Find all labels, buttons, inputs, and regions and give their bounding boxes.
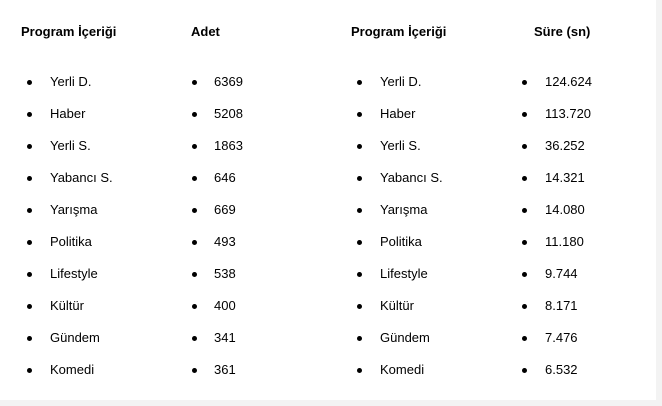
bullet-icon — [27, 144, 32, 149]
left-content-item-text: Yerli S. — [50, 138, 91, 153]
left-count-item-text: 400 — [214, 298, 236, 313]
bullet-icon — [357, 80, 362, 85]
left-content-item-text: Yabancı S. — [50, 170, 113, 185]
left-content-item-text: Gündem — [50, 330, 100, 345]
bullet-icon — [27, 176, 32, 181]
bullet-icon — [357, 112, 362, 117]
left-count-item-text: 646 — [214, 170, 236, 185]
right-duration-item-text: 9.744 — [545, 266, 578, 281]
bullet-icon — [522, 336, 527, 341]
right-content-item — [330, 170, 500, 202]
bullet-icon — [522, 112, 527, 117]
left-count-item — [170, 362, 340, 394]
bullet-icon — [357, 240, 362, 245]
right-duration-item — [500, 106, 650, 138]
left-count-item — [170, 298, 340, 330]
right-content-list — [330, 74, 500, 394]
page-edge-right — [656, 0, 662, 406]
left-count-item-text: 341 — [214, 330, 236, 345]
bullet-icon — [27, 272, 32, 277]
left-count-item-text: 361 — [214, 362, 236, 377]
bullet-icon — [192, 80, 197, 85]
right-duration-item — [500, 330, 650, 362]
left-content-item-text: Yerli D. — [50, 74, 92, 89]
left-content-item-text: Lifestyle — [50, 266, 98, 281]
bullet-icon — [192, 272, 197, 277]
left-count-item — [170, 138, 340, 170]
left-content-item — [0, 170, 170, 202]
left-content-item-text: Komedi — [50, 362, 95, 377]
bullet-icon — [522, 272, 527, 277]
left-content-item-text: Politika — [50, 234, 92, 249]
right-content-item-text: Politika — [380, 234, 422, 249]
left-content-item — [0, 298, 170, 330]
bullet-icon — [522, 144, 527, 149]
bullet-icon — [357, 336, 362, 341]
right-duration-item-text: 8.171 — [545, 298, 578, 313]
right-duration-item — [500, 74, 650, 106]
left-count-item-text: 1863 — [214, 138, 243, 153]
right-duration-item-text: 124.624 — [545, 74, 592, 89]
right-content-item-text: Yerli S. — [380, 138, 421, 153]
right-content-item-text: Haber — [380, 106, 416, 121]
bullet-icon — [192, 304, 197, 309]
bullet-icon — [357, 304, 362, 309]
bullet-icon — [522, 80, 527, 85]
right-header-duration: Süre (sn) — [534, 24, 591, 39]
left-count-item-text: 669 — [214, 202, 236, 217]
right-duration-item-text: 113.720 — [545, 106, 592, 121]
bullet-icon — [522, 368, 527, 373]
right-content-item — [330, 202, 500, 234]
bullet-icon — [27, 240, 32, 245]
right-content-item — [330, 234, 500, 266]
left-count-item — [170, 266, 340, 298]
bullet-icon — [192, 240, 197, 245]
right-header-content: Program İçeriği — [351, 24, 447, 39]
right-duration-item — [500, 298, 650, 330]
left-count-list — [170, 74, 340, 394]
left-count-item — [170, 202, 340, 234]
right-duration-item — [500, 202, 650, 234]
right-duration-item-text: 14.080 — [545, 202, 585, 217]
left-content-item — [0, 362, 170, 394]
left-content-item-text: Kültür — [50, 298, 84, 313]
bullet-icon — [192, 176, 197, 181]
right-duration-item — [500, 170, 650, 202]
right-content-item-text: Yabancı S. — [380, 170, 443, 185]
right-content-item — [330, 298, 500, 330]
right-content-item-text: Lifestyle — [380, 266, 428, 281]
right-duration-item-text: 7.476 — [545, 330, 578, 345]
page-edge-bottom — [0, 400, 662, 406]
right-content-item — [330, 138, 500, 170]
left-content-list — [0, 74, 170, 394]
right-duration-item-text: 11.180 — [545, 234, 584, 249]
bullet-icon — [27, 304, 32, 309]
right-duration-item-text: 36.252 — [545, 138, 585, 153]
left-count-item-text: 538 — [214, 266, 236, 281]
left-content-item-text: Yarışma — [50, 202, 98, 217]
right-content-item — [330, 362, 500, 394]
bullet-icon — [192, 368, 197, 373]
bullet-icon — [522, 240, 527, 245]
left-count-item-text: 6369 — [214, 74, 243, 89]
bullet-icon — [192, 112, 197, 117]
right-duration-item-text: 6.532 — [545, 362, 578, 377]
bullet-icon — [522, 176, 527, 181]
left-count-item-text: 5208 — [214, 106, 243, 121]
bullet-icon — [522, 208, 527, 213]
left-content-item — [0, 330, 170, 362]
bullet-icon — [192, 336, 197, 341]
left-count-item-text: 493 — [214, 234, 236, 249]
right-duration-item — [500, 138, 650, 170]
right-duration-item-text: 14.321 — [545, 170, 585, 185]
left-content-item — [0, 106, 170, 138]
right-content-item-text: Kültür — [380, 298, 414, 313]
bullet-icon — [357, 272, 362, 277]
left-count-item — [170, 234, 340, 266]
right-content-item — [330, 330, 500, 362]
left-count-item — [170, 74, 340, 106]
left-content-item — [0, 138, 170, 170]
bullet-icon — [192, 144, 197, 149]
left-header-count: Adet — [191, 24, 220, 39]
right-duration-list — [500, 74, 650, 394]
bullet-icon — [357, 208, 362, 213]
bullet-icon — [27, 208, 32, 213]
bullet-icon — [357, 176, 362, 181]
left-content-item — [0, 74, 170, 106]
right-duration-item — [500, 234, 650, 266]
right-content-item-text: Gündem — [380, 330, 430, 345]
left-content-item — [0, 202, 170, 234]
left-count-item — [170, 170, 340, 202]
bullet-icon — [27, 80, 32, 85]
bullet-icon — [192, 208, 197, 213]
bullet-icon — [522, 304, 527, 309]
left-content-item-text: Haber — [50, 106, 86, 121]
left-header-content: Program İçeriği — [21, 24, 117, 39]
left-content-item — [0, 234, 170, 266]
bullet-icon — [357, 144, 362, 149]
left-count-item — [170, 330, 340, 362]
right-content-item-text: Yerli D. — [380, 74, 422, 89]
left-count-item — [170, 106, 340, 138]
bullet-icon — [27, 368, 32, 373]
right-duration-item — [500, 362, 650, 394]
right-duration-item — [500, 266, 650, 298]
right-content-item-text: Yarışma — [380, 202, 428, 217]
bullet-icon — [27, 336, 32, 341]
left-content-item — [0, 266, 170, 298]
bullet-icon — [27, 112, 32, 117]
bullet-icon — [357, 368, 362, 373]
right-content-item — [330, 266, 500, 298]
right-content-item-text: Komedi — [380, 362, 425, 377]
right-content-item — [330, 106, 500, 138]
right-content-item — [330, 74, 500, 106]
